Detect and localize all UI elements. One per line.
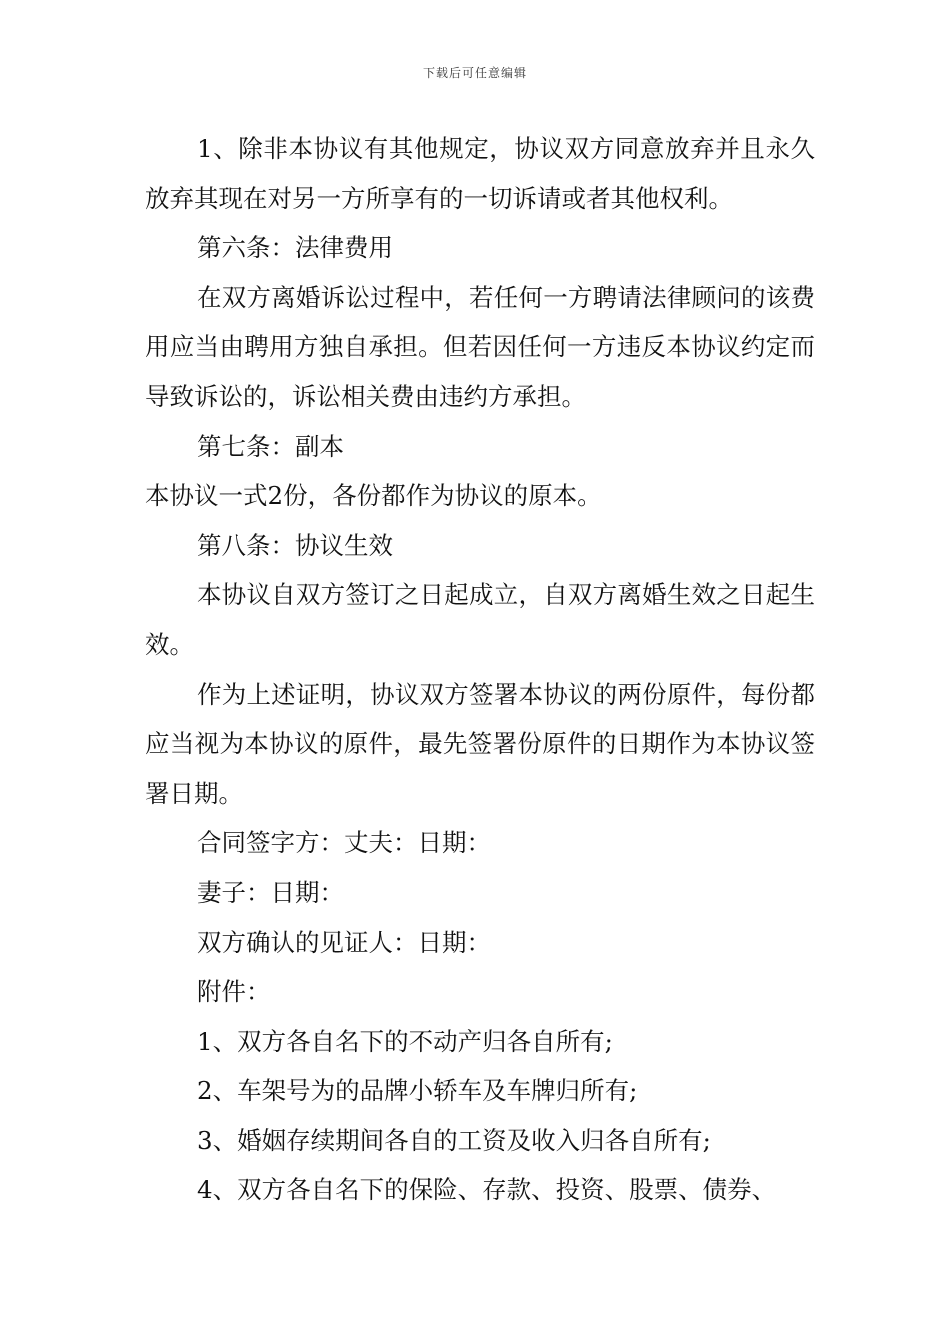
attachments-heading: 附件：	[197, 977, 271, 1007]
attachment-item-4: 4、双方各自名下的保险、存款、投资、股票、债券、	[197, 1175, 777, 1205]
attachment-item-3: 3、婚姻存续期间各自的工资及收入归各自所有;	[197, 1125, 711, 1155]
page-header: 下载后可任意编辑	[422, 66, 527, 80]
attachment-item-1: 1、双方各自名下的不动产归各自所有;	[197, 1026, 613, 1056]
article-7-paragraph: 本协议一式2份，各份都作为协议的原本。	[145, 481, 602, 511]
article-6-heading: 第六条：法律费用	[197, 233, 393, 263]
signatory-wife-line: 妻子：日期：	[197, 877, 344, 907]
article-6-paragraph: 在双方离婚诉讼过程中，若任何一方聘请法律顾问的该费用应当由聘用方独自承担。但若因任何一方违反本协议约定而导致诉讼的，诉讼相关费由违约方承担。	[145, 282, 815, 411]
signatory-husband-line: 合同签字方：丈夫：日期：	[197, 828, 491, 858]
witness-statement-paragraph: 作为上述证明，协议双方签署本协议的两份原件，每份都应当视为本协议的原件，最先签署份原件的日期作为本协议签署日期。	[145, 679, 815, 808]
clause-waiver-paragraph: 1、除非本协议有其他规定，协议双方同意放弃并且永久放弃其现在对另一方所享有的一切诉请或者其他权利。	[145, 134, 815, 213]
witness-line: 双方确认的见证人：日期：	[197, 927, 491, 957]
article-7-heading: 第七条：副本	[197, 431, 344, 461]
attachment-item-2: 2、车架号为的品牌小轿车及车牌归所有;	[197, 1076, 638, 1106]
document-body	[145, 124, 815, 1215]
article-8-heading: 第八条：协议生效	[197, 530, 393, 560]
article-8-paragraph: 本协议自双方签订之日起成立，自双方离婚生效之日起生效。	[145, 580, 815, 659]
